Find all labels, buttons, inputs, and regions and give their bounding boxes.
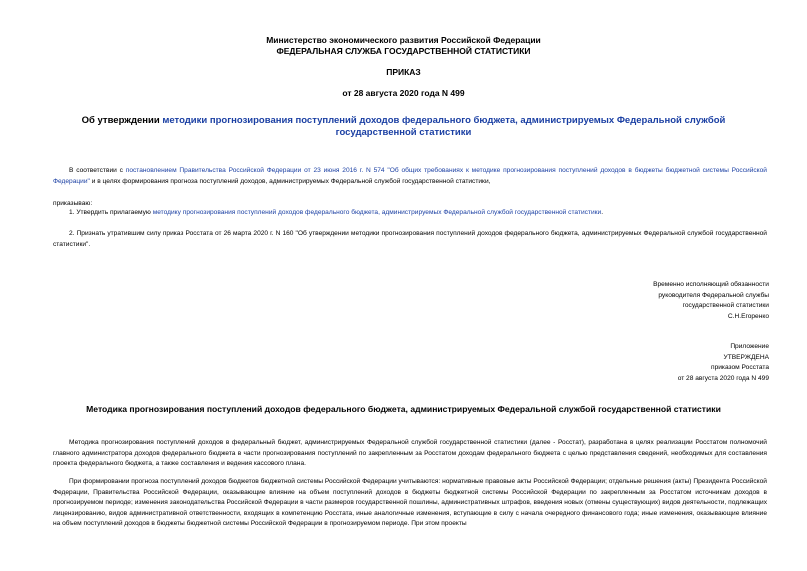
government-decree-link[interactable]: постановлением Правительства Российской Федерации от 23 июня 2016 г. N 574 "Об общих требованиях к методике прогнозирования поступлений доходов в бюджеты бюджетной системы Российской Федерации" <box>53 167 767 185</box>
ministry-heading: Министерство экономического развития Российской Федерации <box>266 35 541 45</box>
preamble-paragraph <box>53 166 767 187</box>
preamble-intro: В соответствии с <box>69 167 126 174</box>
appendix-line-4: от 28 августа 2020 года N 499 <box>677 374 769 382</box>
signature-line-1: Временно исполняющий обязанности <box>653 281 769 288</box>
order-item-1 <box>53 208 767 219</box>
order-item-2: 2. Признать утратившим силу приказ Росстата от 26 марта 2020 г. N 160 "Об утверждении методики прогнозирования поступлений доходов федерального бюджета, администрируемых Федеральной службой государственной статистики". <box>53 230 767 248</box>
signature-line-3: государственной статистики <box>682 302 769 309</box>
order-word: приказываю: <box>53 200 93 207</box>
signatory-name: С.Н.Егоренко <box>727 312 769 320</box>
appendix-line-3: приказом Росстата <box>711 364 769 371</box>
signature-line-2: руководителя Федеральной службы <box>658 291 769 299</box>
body-paragraph-2: При формировании прогноза поступлений доходов бюджетов бюджетной системы Российской Федерации учитываются: нормативные правовые акты Российской Федерации; отдельные решения (акты) Президента Российской Федерации, Правительства Российской Федерации, оказывающие влияние на объем поступлений доходов в бюджеты бюджетной системы Российской Федерации по закрепленным за Росстатом источникам доходов в прогнозируемом периоде; изменения законодательства Российской Федерации в части размеров государственной пошлины, административных штрафов, введения новых (отмены существующих) видов деятельности, подлежащих лицензированию, видов административной ответственности, входящих в компетенцию Росстата, иные аналогичные изменения, вступающие в силу с начала очередного финансового года; иные изменения, оказывающие влияние на объем поступлений доходов в бюджеты бюджетной системы Российской Федерации в прогнозируемом периоде. При этом проекты <box>53 478 767 527</box>
item1-suffix: . <box>601 209 604 216</box>
appendix-block <box>460 342 769 384</box>
methodology-heading: Методика прогнозирования поступлений доходов федерального бюджета, администрируемых Федеральной службой государственной статистики <box>86 404 721 414</box>
methodology-link[interactable]: методику прогнозирования поступлений доходов федерального бюджета, администрируемых Федеральной службой государственной статистики <box>152 209 602 216</box>
body-paragraph-1: Методика прогнозирования поступлений доходов в федеральный бюджет, администрируемых Федеральной службой государственной статистики (далее - Росстат), разработана в целях реализации Росстатом полномочий главного администратора доходов федерального бюджета в части прогнозирования поступлений по закрепленным за Росстатом доходам федерального бюджета с целью представления сведений, необходимых для составления проекта федерального бюджета, а также составления и ведения кассового плана. <box>53 439 767 467</box>
order-date-number: от 28 августа 2020 года N 499 <box>342 88 465 98</box>
methodology-title-link[interactable]: методики прогнозирования поступлений доходов федерального бюджета, администрируемых Федеральной службой государственной статистики <box>162 115 726 138</box>
item1-prefix: 1. Утвердить прилагаемую <box>69 209 153 216</box>
appendix-line-1: Приложение <box>730 343 769 350</box>
doc-type-heading: ПРИКАЗ <box>386 67 421 77</box>
service-heading: ФЕДЕРАЛЬНАЯ СЛУЖБА ГОСУДАРСТВЕННОЙ СТАТИСТИКИ <box>276 46 531 56</box>
signature-block <box>460 280 769 322</box>
appendix-line-2: УТВЕРЖДЕНА <box>723 353 769 361</box>
order-title-prefix: Об утверждении <box>81 115 163 126</box>
order-title <box>70 115 737 139</box>
preamble-rest: и в целях формирования прогноза поступлений доходов, администрируемых Федеральной службой государственной статистики, <box>89 177 491 185</box>
